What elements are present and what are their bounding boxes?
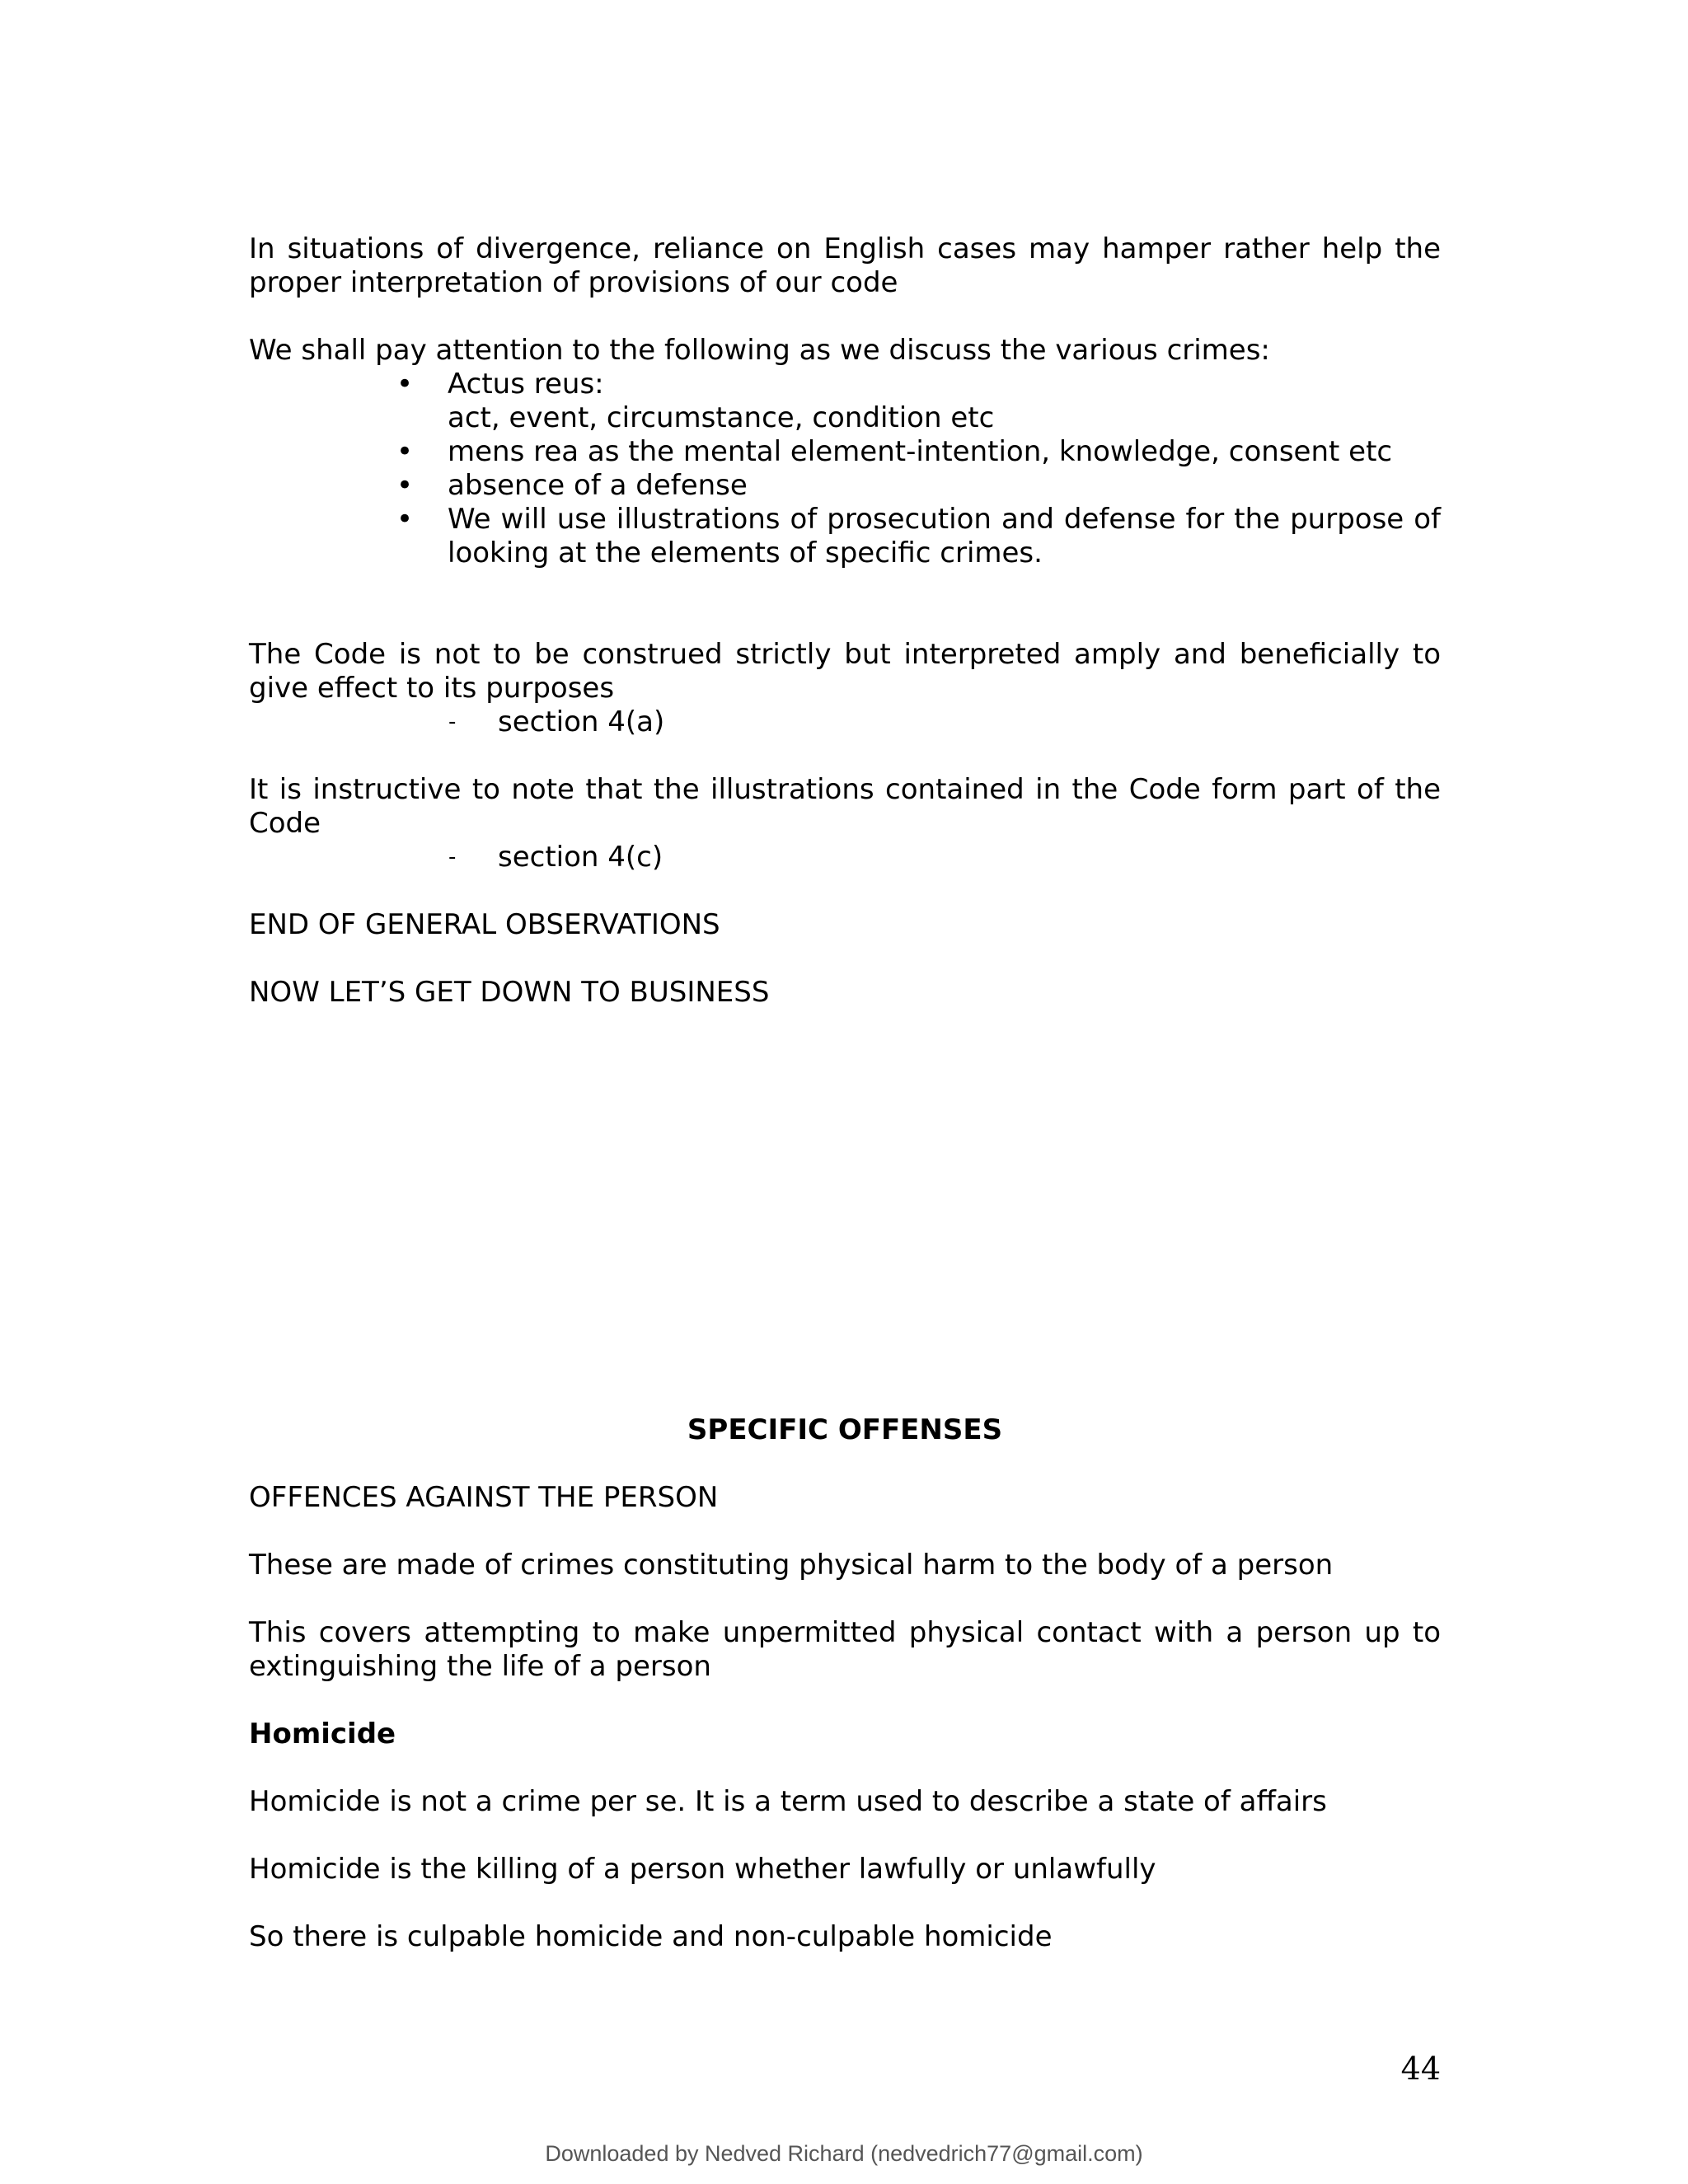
specific-offenses-heading: SPECIFIC OFFENSES	[687, 1413, 1003, 1446]
dash-icon: -	[448, 845, 457, 869]
section-reference-text: section 4(a)	[498, 705, 665, 738]
paragraph-illustrations: It is instructive to note that the illustrations contained in the Code form part of the Code	[249, 773, 1441, 840]
paragraph-homicide-killing: Homicide is the killing of a person whether lawfully or unlawfully	[249, 1853, 1156, 1886]
list-item	[396, 435, 1441, 469]
list-item	[396, 503, 1441, 570]
list-item	[396, 469, 1441, 503]
spacer	[249, 739, 1441, 773]
offences-against-person: OFFENCES AGAINST THE PERSON	[249, 1481, 719, 1514]
end-general-observations: END OF GENERAL OBSERVATIONS	[249, 908, 720, 941]
download-footer: Downloaded by Nedved Richard (nedvedrich77@gmail.com)	[545, 2141, 1143, 2166]
paragraph-culpable: So there is culpable homicide and non-culpable homicide	[249, 1920, 1053, 1953]
spacer	[249, 570, 1441, 638]
section-reference-4c	[249, 841, 1441, 874]
bullet-icon: •	[396, 469, 414, 502]
paragraph-attention: We shall pay attention to the following as we discuss the various crimes:	[249, 334, 1270, 367]
list-item-subtext: act, event, circumstance, condition etc	[448, 401, 995, 434]
list-item-text: We will use illustrations of prosecution and defense for the purpose of looking at the elements of specific crimes.	[448, 503, 1441, 569]
crime-elements-list	[249, 368, 1441, 570]
paragraph-physical-harm: These are made of crimes constituting physical harm to the body of a person	[249, 1549, 1334, 1582]
section-reference-text: section 4(c)	[498, 841, 663, 874]
list-item-text: Actus reus:	[448, 368, 604, 401]
spacer	[249, 1010, 1441, 1413]
paragraph-homicide-not-crime: Homicide is not a crime per se. It is a term used to describe a state of affairs	[249, 1785, 1327, 1818]
now-business: NOW LET’S GET DOWN TO BUSINESS	[249, 976, 770, 1009]
dash-icon: -	[448, 710, 457, 734]
homicide-heading: Homicide	[249, 1718, 396, 1750]
bullet-icon: •	[396, 368, 414, 401]
bullet-icon: •	[396, 503, 414, 536]
bullet-icon: •	[396, 435, 414, 468]
paragraph-code-construed: The Code is not to be construed strictly but interpreted amply and beneficially to give effect to its purposes	[249, 638, 1441, 705]
page-content	[249, 232, 1441, 1988]
page-number: 44	[1400, 2050, 1441, 2087]
section-reference-4a	[249, 705, 1441, 739]
list-item-text: mens rea as the mental element-intention, knowledge, consent etc	[448, 435, 1393, 468]
paragraph-divergence: In situations of divergence, reliance on English cases may hamper rather help the proper interpretation of provisions of our code	[249, 232, 1441, 299]
list-item	[396, 368, 1441, 435]
list-item-text: absence of a defense	[448, 469, 748, 502]
spacer	[249, 874, 1441, 908]
paragraph-covers: This covers attempting to make unpermitted physical contact with a person up to extinguishing the life of a person	[249, 1616, 1441, 1683]
